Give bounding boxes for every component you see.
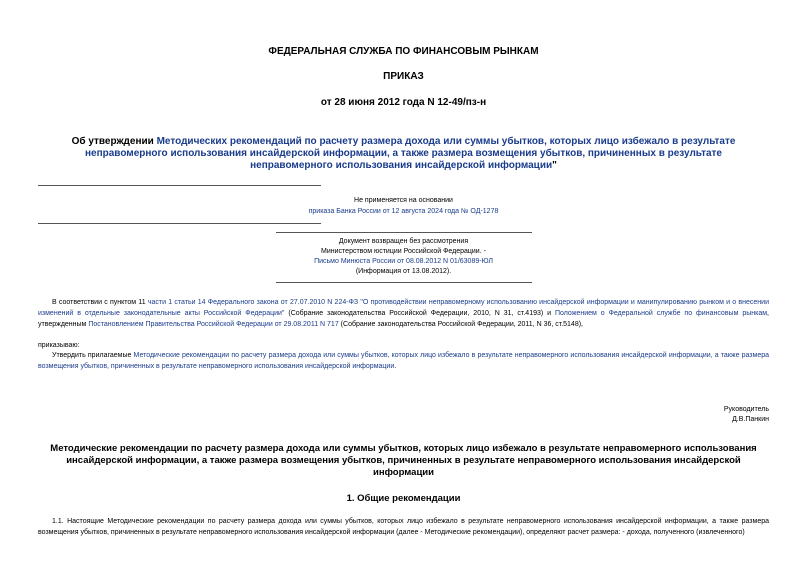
preamble-text: , утвержденным	[38, 310, 769, 328]
order-word: приказываю:	[38, 342, 80, 349]
signature-role: Руководитель	[723, 406, 769, 413]
status-inactive-note: Не применяется на основании	[354, 197, 453, 204]
divider	[38, 223, 321, 224]
status-returned-ministry: Министерством юстиции Российской Федерации. -	[321, 248, 486, 255]
title-prefix: Об утверждении	[71, 136, 157, 147]
title-suffix: "	[552, 160, 557, 171]
preamble-text: В соответствии с пунктом 11	[52, 299, 148, 306]
signature-name: Д.В.Панкин	[732, 416, 769, 423]
status-returned-note: Документ возвращен без рассмотрения	[338, 238, 469, 245]
divider	[276, 282, 532, 283]
agency-name: ФЕДЕРАЛЬНАЯ СЛУЖБА ПО ФИНАНСОВЫМ РЫНКАМ	[268, 46, 539, 57]
title-link[interactable]: Методических рекомендаций по расчету размера дохода или суммы убытков, которых лицо избежало в результате неправомерного использования инсайдерской информации, а также размера возмещения убытков, причиненных в результате неправомерного использования инсайдерской информации	[85, 136, 736, 171]
doc-date-number: от 28 июня 2012 года N 12-49/пз-н	[320, 97, 487, 108]
preamble-text: (Собрание законодательства Российской Федерации, 2010, N 31, ст.4193) и	[284, 310, 555, 317]
preamble-paragraph	[38, 297, 769, 330]
status-returned-link[interactable]: Письмо Минюста России от 08.08.2012 N 01/63089-ЮЛ	[314, 258, 493, 265]
status-inactive-link[interactable]: приказа Банка России от 12 августа 2024 года № ОД-1278	[308, 208, 499, 215]
annex-title: Методические рекомендации по расчету размера дохода или суммы убытков, которых лицо избежало в результате неправомерного использования инсайдерской информации, а также размера возмещения убытков, причиненных в результате неправомерного использования инсайдерской информации	[50, 443, 757, 478]
law-link[interactable]: части 1 статьи 14 Федерального закона от 27.07.2010 N 224-ФЗ "О противодействии неправомерному использованию инсайдерской информации и манипулированию рынком и о внесении изменений в отдельные законодательные акты Российской Федерации"	[38, 299, 769, 317]
order-text: .	[394, 363, 397, 370]
section-paragraph: 1.1. Настоящие Методические рекомендации по расчету размера дохода или суммы убытков, которых лицо избежало в результате неправомерного использования инсайдерской информации, а также размера возмещения убытков, причиненных в результате неправомерного использования инсайдерской информации (далее - Методические рекомендации), определяют расчет размера: - дохода, полученного (извлеченного)	[38, 518, 769, 536]
doc-type: ПРИКАЗ	[383, 71, 424, 82]
preamble-text: (Собрание законодательства Российской Федерации, 2011, N 36, ст.5148),	[338, 321, 583, 328]
regulation-link[interactable]: Положением о Федеральной службе по финансовым рынкам	[555, 310, 768, 317]
divider	[38, 185, 321, 186]
status-returned-info: (Информация от 13.08.2012).	[355, 268, 452, 275]
order-text: Утвердить прилагаемые	[52, 352, 134, 359]
resolution-link[interactable]: Постановлением Правительства Российской Федерации от 29.08.2011 N 717	[88, 321, 339, 328]
section-heading: 1. Общие рекомендации	[346, 493, 461, 504]
recommendations-link[interactable]: Методические рекомендации по расчету размера дохода или суммы убытков, которых лицо избежало в результате неправомерного использования инсайдерской информации, а также размера возмещения убытков, причиненных в результате неправомерного использования инсайдерской информации	[38, 352, 769, 370]
divider	[276, 232, 532, 233]
doc-title	[70, 136, 737, 172]
order-paragraph	[38, 350, 769, 372]
